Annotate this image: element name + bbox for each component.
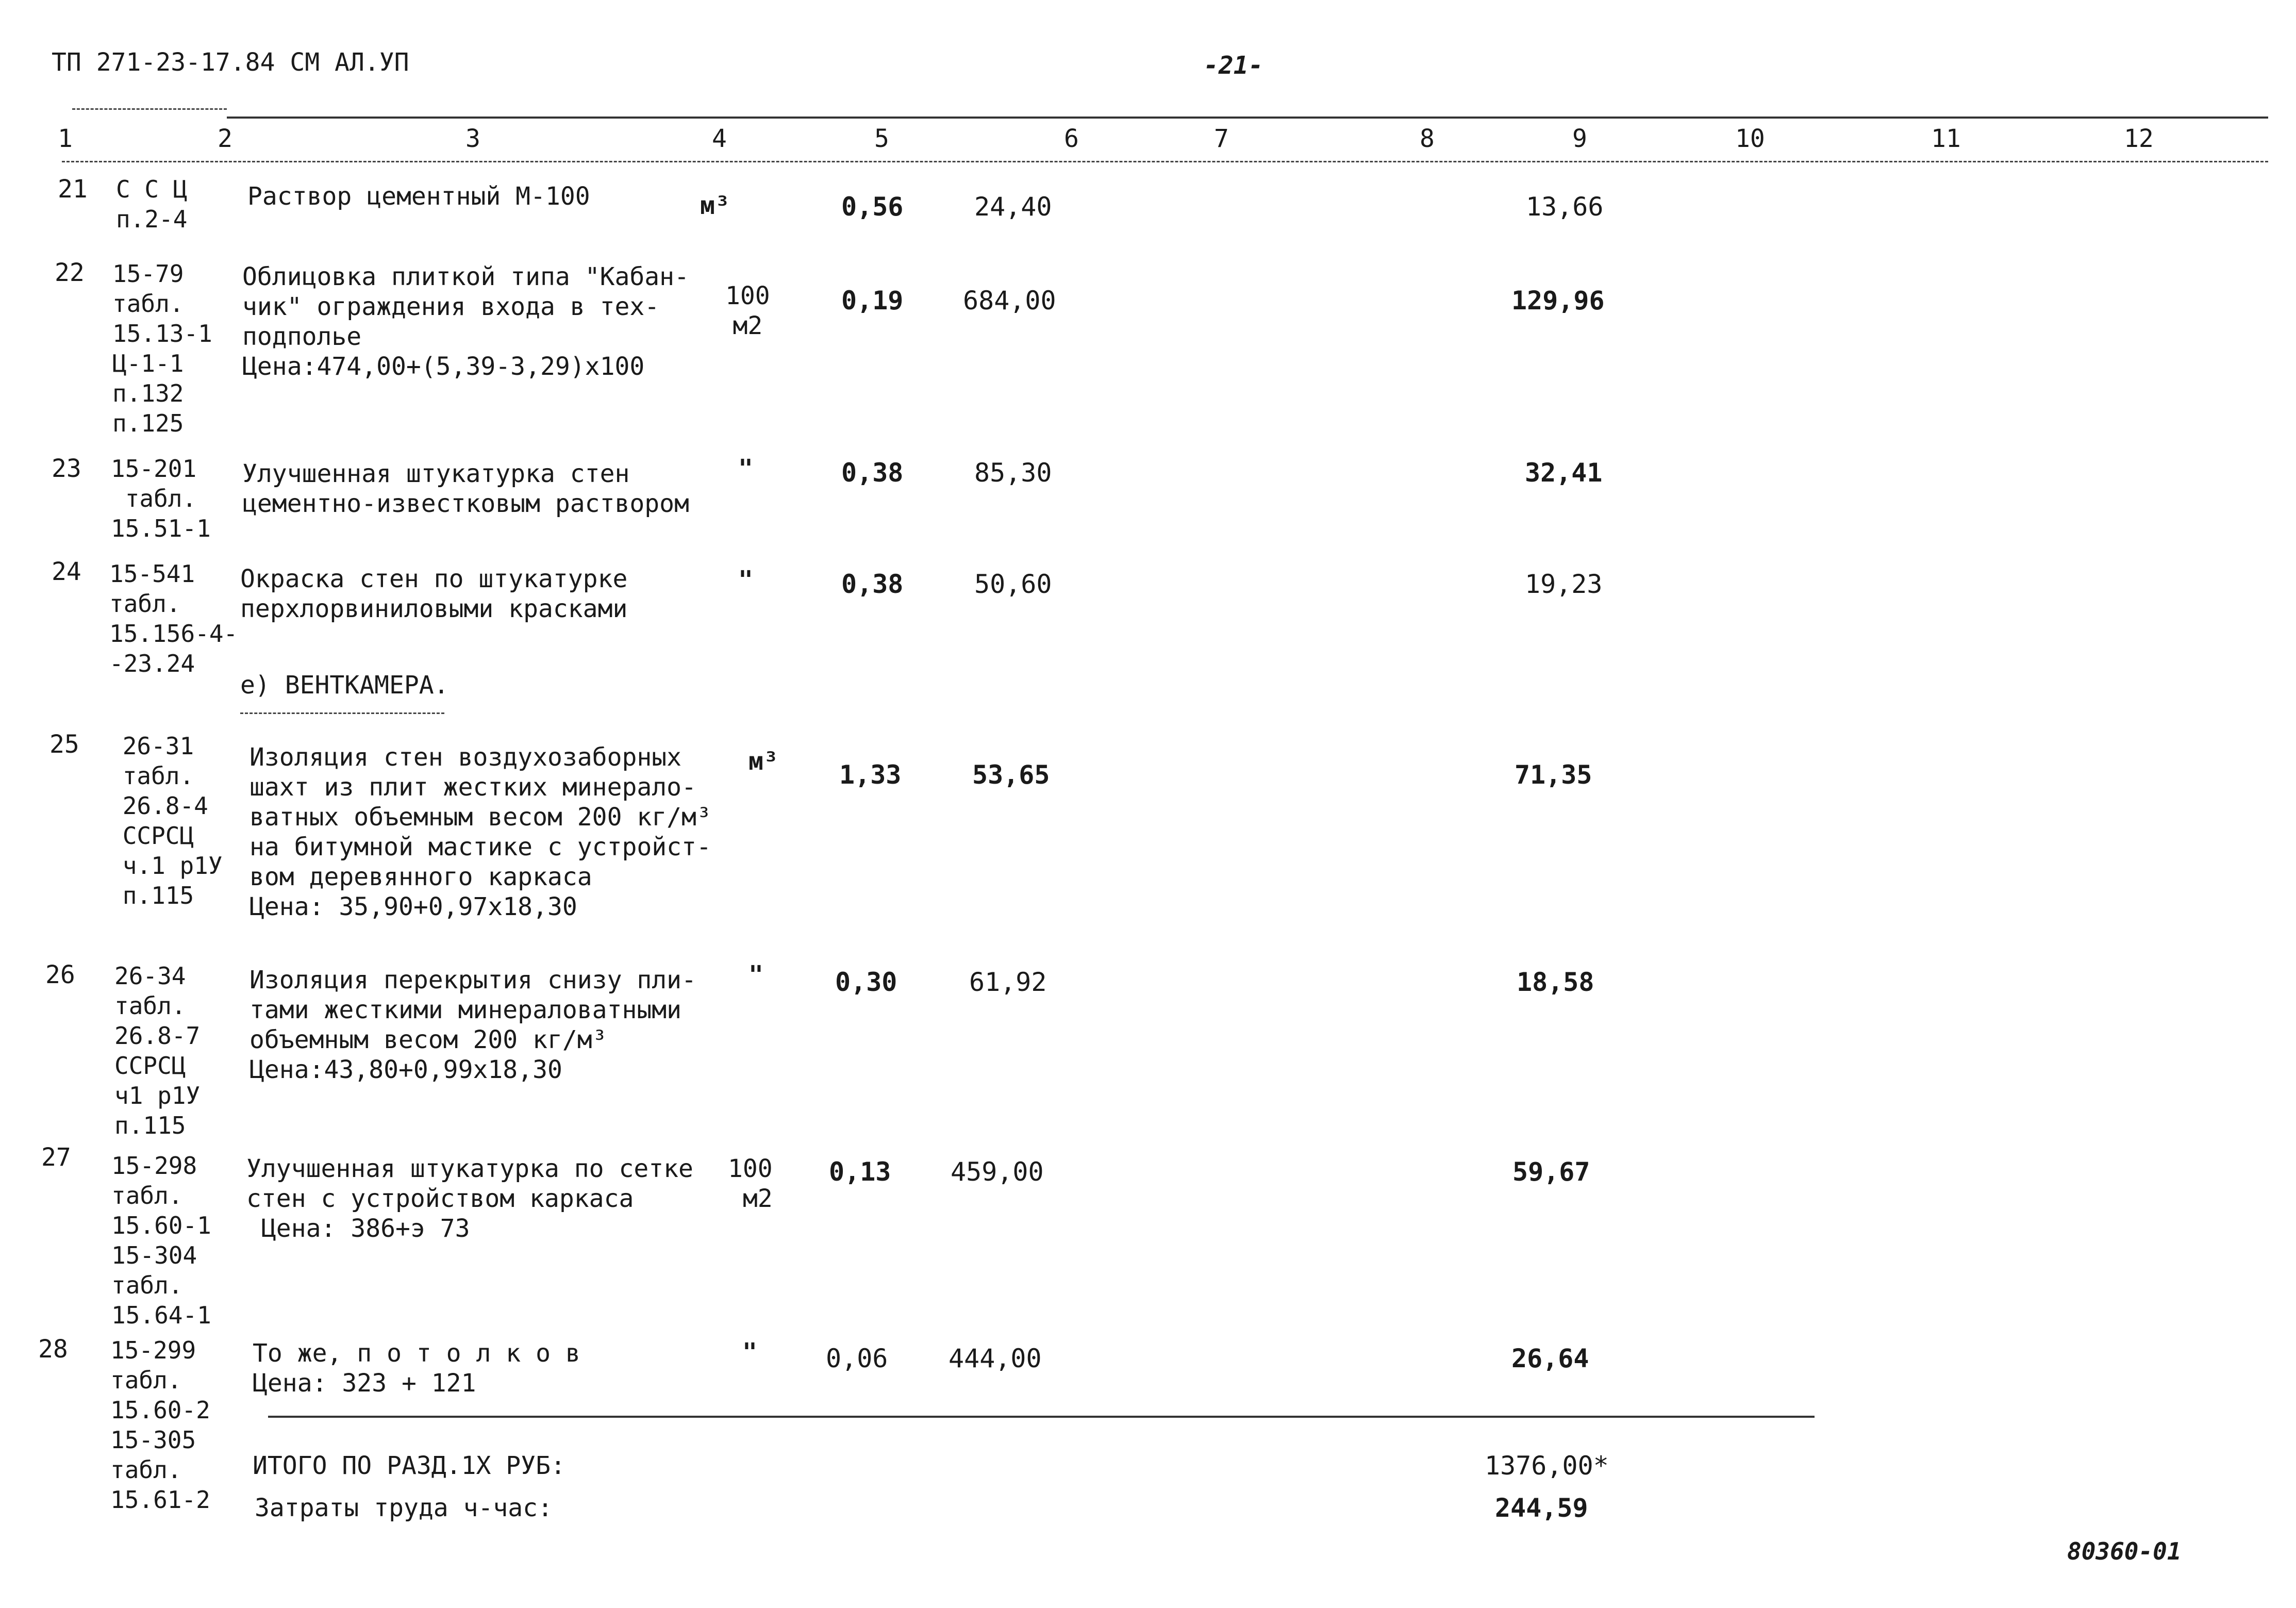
header-top-rule	[227, 117, 2268, 119]
row-24-unit-price: 50,60	[974, 569, 1052, 599]
row-26-unit-price: 61,92	[969, 967, 1047, 997]
header-bottom-rule	[62, 161, 2268, 162]
row-22-unit: 100 м2	[725, 281, 770, 340]
row-25-quantity: 1,33	[839, 760, 902, 790]
row-23-description: Улучшенная штукатурка стен цементно-известковым раствором	[242, 459, 689, 518]
col-header-6: 6	[1064, 124, 1079, 153]
section-total-label: ИТОГО ПО РАЗД.1Х РУБ:	[253, 1451, 565, 1480]
row-21-description: Раствор цементный М-100	[247, 182, 590, 211]
row-24-description: Окраска стен по штукатурке перхлорвиниловыми красками	[240, 565, 628, 623]
section-total-value: 1376,00*	[1485, 1451, 1609, 1481]
row-25-total: 71,35	[1515, 760, 1592, 790]
row-26-description: Изоляция перекрытия снизу пли- тами жесткими минераловатными объемным весом 200 кг/м³ Цена:43,80+0,99х18,30	[249, 966, 696, 1084]
row-22-code: 15-79 табл. 15.13-1 Ц-1-1 п.132 п.125	[112, 260, 212, 437]
labor-cost-label: Затраты труда ч-час:	[255, 1494, 553, 1522]
row-22-description: Облицовка плиткой типа "Кабан- чик" ограждения входа в тех- подполье Цена:474,00+(5,39-3,29)х100	[242, 262, 689, 381]
row-27-code: 15-298 табл. 15.60-1 15-304 табл. 15.64-1	[111, 1152, 211, 1329]
labor-cost-value: 244,59	[1495, 1493, 1588, 1523]
row-22-quantity: 0,19	[841, 286, 904, 316]
col-header-8: 8	[1420, 124, 1435, 153]
doc-code: ТП 271-23-17.84 СМ АЛ.УП	[52, 48, 409, 77]
row-28-quantity: 0,06	[826, 1344, 888, 1373]
row-26-total: 18,58	[1517, 967, 1594, 997]
row-23-total: 32,41	[1525, 458, 1603, 488]
row-24-quantity: 0,38	[841, 569, 904, 599]
col-header-2: 2	[218, 124, 232, 153]
row-28-unit-ditto: "	[742, 1338, 757, 1367]
row-27-quantity: 0,13	[829, 1157, 891, 1187]
row-26-code: 26-34 табл. 26.8-7 ССРСЦ ч1 р1У п.115	[114, 962, 201, 1139]
row-24-code: 15-541 табл. 15.156-4- -23.24	[109, 560, 238, 677]
page-number: -21-	[1204, 51, 1263, 80]
inventory-stamp: 80360-01	[2067, 1537, 2182, 1565]
row-26-unit-ditto: "	[748, 960, 763, 989]
col-header-5: 5	[874, 124, 889, 153]
row-28-unit-price: 444,00	[949, 1344, 1042, 1373]
col-header-12: 12	[2124, 124, 2154, 153]
header-dash-left	[72, 108, 227, 110]
row-27-unit: 100 м2	[728, 1154, 773, 1213]
col-header-10: 10	[1735, 124, 1765, 153]
row-25-unit: м³	[748, 747, 778, 776]
row-21-total: 13,66	[1526, 192, 1604, 222]
row-21-code: С С Ц п.2-4	[116, 175, 188, 233]
row-28-number: 28	[38, 1335, 68, 1364]
totals-rule	[268, 1416, 1815, 1418]
col-header-9: 9	[1572, 124, 1587, 153]
row-22-number: 22	[55, 258, 85, 287]
row-25-code: 26-31 табл. 26.8-4 ССРСЦ ч.1 р1У п.115	[122, 732, 223, 909]
section-heading: е) ВЕНТКАМЕРА.	[240, 671, 449, 700]
row-21-number: 21	[58, 175, 88, 204]
row-22-total: 129,96	[1511, 286, 1605, 316]
row-21-unit-price: 24,40	[974, 192, 1052, 222]
row-23-number: 23	[52, 454, 81, 483]
row-28-total: 26,64	[1511, 1344, 1589, 1373]
row-24-number: 24	[52, 557, 81, 586]
row-27-description: Улучшенная штукатурка по сетке стен с устройством каркаса Цена: 386+э 73	[246, 1154, 693, 1243]
row-26-quantity: 0,30	[835, 967, 897, 997]
row-23-quantity: 0,38	[841, 458, 904, 488]
row-24-unit-ditto: "	[738, 566, 753, 594]
row-21-unit: м³	[700, 191, 730, 220]
row-22-unit-price: 684,00	[963, 286, 1056, 316]
row-21-quantity: 0,56	[841, 192, 904, 222]
col-header-3: 3	[465, 124, 480, 153]
col-header-4: 4	[712, 124, 727, 153]
row-23-unit-ditto: "	[738, 454, 753, 483]
row-26-number: 26	[45, 960, 75, 989]
col-header-1: 1	[58, 124, 73, 153]
row-27-total: 59,67	[1512, 1157, 1590, 1187]
section-heading-underline	[240, 712, 444, 714]
row-25-description: Изоляция стен воздухозаборных шахт из плит жестких минерало- ватных объемным весом 200 кг/м³ на битумной мастике с устройст- вом деревянного каркаса Цена: 35,90+0,97х18,30	[249, 743, 711, 921]
row-28-code: 15-299 табл. 15.60-2 15-305 табл. 15.61-2	[110, 1336, 210, 1514]
row-25-number: 25	[49, 730, 79, 759]
row-27-unit-price: 459,00	[951, 1157, 1044, 1187]
row-28-description: То же, п о т о л к о в Цена: 323 + 121	[253, 1339, 580, 1398]
row-24-total: 19,23	[1525, 569, 1603, 599]
row-27-number: 27	[41, 1143, 71, 1172]
col-header-11: 11	[1931, 124, 1961, 153]
row-25-unit-price: 53,65	[972, 760, 1050, 790]
col-header-7: 7	[1214, 124, 1229, 153]
row-23-code: 15-201 табл. 15.51-1	[111, 455, 211, 542]
row-23-unit-price: 85,30	[974, 458, 1052, 488]
